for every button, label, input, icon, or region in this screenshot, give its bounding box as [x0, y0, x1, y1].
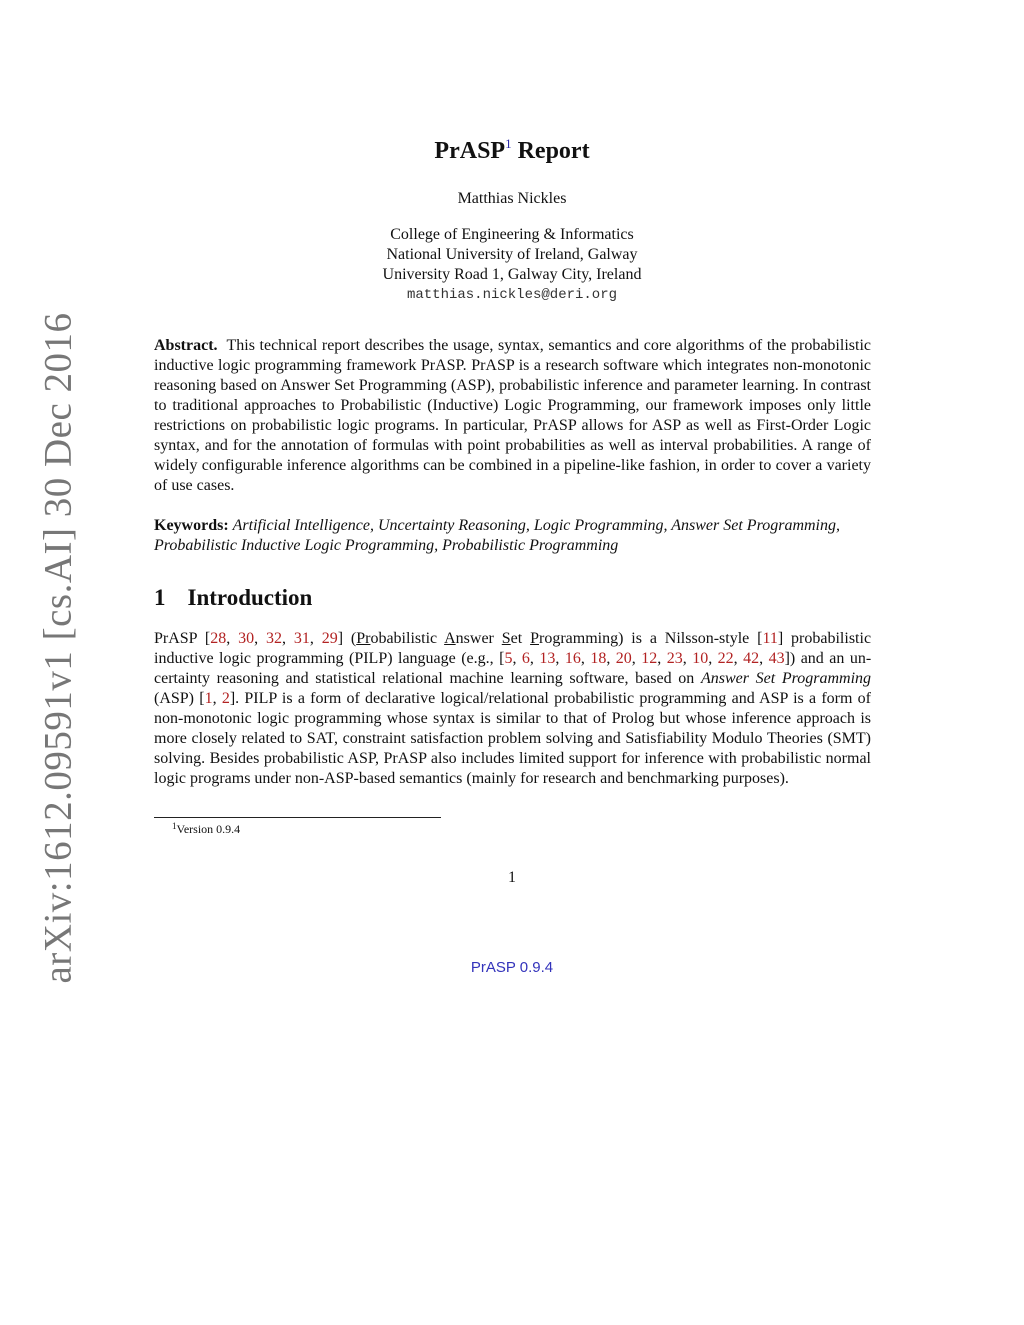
intro-text: et	[510, 630, 531, 647]
citation-link[interactable]: 11	[762, 630, 778, 647]
citation-link[interactable]: 18	[590, 650, 607, 667]
citation-link[interactable]: 22	[717, 650, 734, 667]
title-rest: Report	[517, 138, 590, 164]
citation-link[interactable]: 20	[615, 650, 632, 667]
page-number: 1	[508, 869, 516, 886]
citation-separator: ,	[212, 690, 222, 707]
section-title: Introduction	[187, 585, 313, 610]
acronym-underline: Pr	[356, 630, 371, 647]
paper-title	[0, 136, 1024, 165]
acronym-underline: P	[530, 630, 539, 647]
intro-text: ]) and an uncertainty reasoning and statistical relational machine learning software, based on	[154, 650, 872, 687]
intro-text: ] (	[337, 630, 357, 647]
abstract-label: Abstract.	[154, 337, 218, 354]
intro-text: obabilistic	[370, 630, 445, 647]
affiliation-block	[0, 225, 1024, 305]
section-heading-introduction	[154, 585, 312, 611]
author-email[interactable]: matthias.nickles@deri.org	[406, 287, 618, 303]
citation-separator: ,	[631, 650, 642, 667]
title-footnote-link[interactable]: 1	[505, 136, 512, 151]
citation-link[interactable]: 13	[539, 650, 556, 667]
intro-text: rogramming) is a Nilsson-style [	[539, 630, 763, 647]
citation-link[interactable]: 23	[666, 650, 683, 667]
affiliation-line-1: College of Engineering & Informatics	[390, 226, 634, 243]
intro-text: nswer	[455, 630, 502, 647]
keywords	[154, 516, 871, 556]
citation-link[interactable]: 31	[293, 630, 310, 647]
citation-separator: ,	[580, 650, 591, 667]
running-footer: PrASP 0.9.4	[470, 959, 554, 976]
acronym-underline: A	[444, 630, 456, 647]
acronym-underline: S	[501, 630, 511, 647]
citation-separator: ,	[759, 650, 769, 667]
citation-link[interactable]: 16	[564, 650, 581, 667]
citation-separator: ,	[708, 650, 718, 667]
citation-separator: ,	[512, 650, 522, 667]
citation-separator: ,	[281, 630, 294, 647]
footnote-mark: 1	[172, 821, 177, 831]
intro-text: (ASP) [	[154, 690, 205, 707]
intro-text: ]. PILP is a form of declarative logical/relational probabilistic programming and ASP is a form of non-monotonic logic programming whose syntax is similar to that of Prolog but whose inference approach is more closely related to SAT, constraint satisfaction problem solving and Satisfiability Modulo Theories (SMT) solving. Besides probabilistic ASP, PrASP also includes limited support for inference with probabilistic normal logic programs under non-ASP-based semantics (mainly for research and benchmarking purposes).	[154, 690, 871, 787]
footnote	[172, 821, 240, 837]
title-main: PrASP	[434, 138, 506, 164]
abstract-text: This technical report describes the usage, syntax, semantics and core algorithms of the probabilistic inductive logic programming framework PrASP. PrASP is a research software which integrates non-monotonic reasoning based on Answer Set Programming (ASP), probabilistic inference and parameter learning. In contrast to traditional approaches to Probabilistic (Inductive) Logic Programming, our framework imposes only little restrictions on probabilistic logic programs. In particular, PrASP allows for ASP as well as First-Order Logic syntax, and for the annotation of formulas with point probabilities as well as interval probabilities. A range of widely configurable inference algorithms can be combined in a pipeline-like fashion, in order to cover a variety of use cases.	[154, 337, 871, 494]
citation-separator: ,	[254, 630, 266, 647]
citation-separator: ,	[606, 650, 616, 667]
citation-link[interactable]: 5	[504, 650, 513, 667]
intro-emphasis: Answer Set Programming	[700, 670, 872, 687]
citation-separator: ,	[733, 650, 744, 667]
citation-separator: ,	[657, 650, 667, 667]
citation-separator: ,	[555, 650, 565, 667]
intro-text: PrASP [	[154, 630, 211, 647]
introduction-paragraph	[154, 629, 871, 789]
citation-separator: ,	[309, 630, 322, 647]
citation-link[interactable]: 32	[265, 630, 282, 647]
citation-separator: ,	[529, 650, 540, 667]
citation-link[interactable]: 29	[321, 630, 338, 647]
citation-link[interactable]: 10	[692, 650, 709, 667]
keywords-label: Keywords:	[154, 517, 229, 534]
citation-link[interactable]: 6	[521, 650, 530, 667]
abstract	[154, 336, 871, 496]
citation-link[interactable]: 28	[210, 630, 227, 647]
citation-link[interactable]: 12	[641, 650, 658, 667]
arxiv-identifier: arXiv:1612.09591v1 [cs.AI] 30 Dec 2016	[36, 312, 80, 984]
citation-link[interactable]: 43	[768, 650, 785, 667]
author-name: Matthias Nickles	[457, 190, 567, 207]
affiliation-line-3: University Road 1, Galway City, Ireland	[382, 266, 642, 283]
citation-link[interactable]: 2	[221, 690, 230, 707]
intro-text: ] probabilistic inductive logic programming (PILP) language (e.g., [	[154, 630, 872, 667]
footnote-divider	[154, 817, 441, 818]
footnote-text: Version 0.9.4	[176, 822, 241, 836]
citation-link[interactable]: 30	[238, 630, 255, 647]
citation-separator: ,	[226, 630, 239, 647]
affiliation-line-2: National University of Ireland, Galway	[386, 246, 638, 263]
section-number: 1	[154, 585, 166, 610]
citation-link[interactable]: 1	[204, 690, 213, 707]
citation-separator: ,	[682, 650, 693, 667]
citation-link[interactable]: 42	[743, 650, 760, 667]
keywords-text: Artificial Intelligence, Uncertainty Reasoning, Logic Programming, Answer Set Programming, Probabilistic Inductive Logic Programming, Probabilistic Programming	[154, 517, 840, 554]
